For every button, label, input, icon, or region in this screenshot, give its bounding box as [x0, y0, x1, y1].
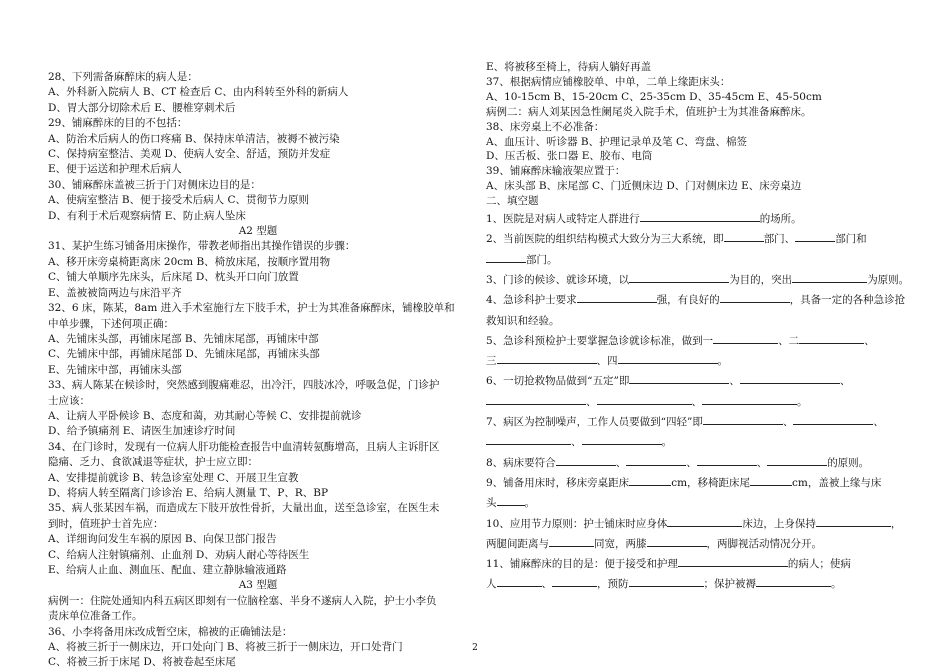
answer-blank[interactable]: [750, 474, 792, 486]
question-text: 、: [541, 578, 552, 591]
left-column: [48, 70, 468, 671]
text-line: 37、根据病情应铺橡胶单、中单，二单上缘距床头：: [486, 75, 731, 88]
text-line: D、将病人转至隔离门诊诊治 E、给病人测量 T、P、R、BP: [48, 486, 329, 499]
answer-blank[interactable]: [486, 251, 526, 263]
question-text: ，: [890, 517, 902, 530]
fill-blank-line: [486, 290, 906, 310]
text-line: E、便于运送和护理术后病人: [48, 163, 182, 176]
fill-blank-line: [486, 493, 906, 513]
question-text: 、: [691, 395, 702, 408]
question-text: 7、病区为控制噪声，工作人员要做到“四轻”即: [486, 416, 703, 429]
question-text: 、: [756, 456, 768, 469]
answer-blank[interactable]: [597, 393, 692, 405]
question-text: 。: [524, 497, 535, 510]
text-line: D、给予镇痛剂 E、请医生加速诊疗时间: [48, 425, 236, 438]
fill-blank-line: [486, 311, 906, 331]
answer-blank[interactable]: [552, 575, 597, 587]
answer-blank[interactable]: [793, 413, 873, 425]
question-text: 为原则。: [867, 273, 910, 286]
answer-blank[interactable]: [629, 474, 671, 486]
text-line: E、盖被被筒两边与床沿平齐: [48, 286, 182, 299]
question-text: 5、急诊科预检护士要掌握急诊就诊标准，做到一: [486, 334, 714, 347]
answer-blank[interactable]: [618, 352, 718, 364]
fill-blank-line: [486, 432, 906, 452]
question-text: 三: [486, 355, 497, 368]
fill-blank-line: [486, 371, 906, 391]
fill-blank-line: [486, 453, 906, 473]
text-line: 28、下列需备麻醉床的病人是：: [48, 71, 198, 83]
text-line: A、先铺床头部，再铺床尾部 B、先铺床尾部，再铺床中部: [48, 332, 319, 345]
answer-blank[interactable]: [629, 372, 729, 384]
answer-blank[interactable]: [703, 413, 783, 425]
question-text: ，具备一定的各种急诊抢: [789, 294, 906, 307]
fill-blank-line: [486, 574, 906, 594]
fill-blank-line: [486, 229, 906, 249]
text-line: A、安排提前就诊 B、转急诊室处理 C、开展卫生宣教: [48, 471, 299, 484]
question-text: 、: [586, 395, 597, 408]
fill-blank-line: [486, 331, 906, 351]
answer-blank[interactable]: [486, 393, 586, 405]
text-line: A、10-15cm B、15-20cm C、25-35cm D、35-45cm E、45-50cm: [486, 90, 822, 103]
text-line: 病例一：住院处通知内科五病区即刻有一位脑栓塞、半身不遂病人入院，护士小李负: [48, 594, 437, 607]
text-line: A、详细询问发生车祸的原因 B、向保卫部门报告: [48, 533, 277, 546]
answer-blank[interactable]: [678, 555, 788, 567]
question-text: 。: [717, 355, 728, 368]
question-text: ，两脚视活动情况分开。: [706, 537, 822, 550]
question-text: cm，移椅距床尾: [671, 476, 751, 489]
question-text: 。: [797, 395, 808, 408]
text-line: C、将被三折于床尾 D、将被卷起至床尾: [48, 656, 236, 669]
answer-blank[interactable]: [497, 575, 542, 587]
text-line: A、让病人平卧候诊 B、态度和蔼，劝其耐心等候 C、安排提前就诊: [48, 409, 362, 422]
question-text: 部门和: [835, 233, 867, 246]
right-column: [486, 60, 910, 595]
answer-blank[interactable]: [549, 535, 594, 547]
question-text: 、: [729, 375, 740, 388]
question-text: 、: [686, 456, 697, 469]
question-text: 2、当前医院的组织结构模式大致分为三大系统，即: [486, 233, 724, 246]
answer-blank[interactable]: [702, 393, 797, 405]
fill-blank-line: [486, 392, 906, 412]
fill-blank-line: [486, 351, 906, 371]
text-line: 31、某护生练习铺备用床操作，带教老师指出其操作错误的步骤：: [48, 240, 356, 253]
text-line: C、保持病室整洁、美观 D、使病人安全、舒适，预防并发症: [48, 148, 331, 161]
question-text: 部门。: [526, 253, 558, 266]
text-line: 30、铺麻醉床盖被三折于门对侧床边目的是：: [48, 178, 261, 191]
question-text: 强，有良好的: [656, 294, 720, 307]
answer-blank[interactable]: [720, 291, 790, 303]
question-text: 的原则。: [827, 456, 870, 469]
question-text: 、二: [778, 334, 800, 347]
answer-blank[interactable]: [497, 352, 597, 364]
question-text: 。: [831, 578, 842, 591]
fill-blank-line: [486, 554, 906, 574]
answer-blank[interactable]: [697, 454, 757, 466]
question-text: 人: [486, 578, 497, 591]
text-line: 二、填空题: [486, 195, 539, 208]
text-line: D、胃大部分切除术后 E、腰椎穿刺术后: [48, 101, 236, 114]
text-line: 32、6 床，陈某，8am 进入手术室施行左下肢手术，护士为其准备麻醉床，铺橡胶单和: [48, 302, 455, 315]
text-line: A2 型题: [238, 225, 278, 238]
question-text: 、: [864, 334, 875, 347]
fill-blank-line: [486, 270, 910, 290]
text-line: A、防治术后病人的伤口疼痛 B、保持床单清洁，被褥不被污染: [48, 132, 340, 145]
text-line: A3 型题: [238, 579, 278, 592]
question-text: ，预防: [597, 578, 629, 591]
answer-blank[interactable]: [647, 535, 707, 547]
question-text: 、: [571, 436, 582, 449]
question-text: ；保护被褥: [703, 578, 756, 591]
text-line: A、血压计、听诊器 B、护理记录单及笔 C、弯盘、棉签: [486, 135, 748, 148]
text-line: 29、铺麻醉床的目的不包括：: [48, 117, 188, 130]
text-line: D、压舌板、张口器 E、胶布、电筒: [486, 150, 653, 163]
answer-blank[interactable]: [740, 372, 840, 384]
question-text: 1、医院是对病人或特定人群进行: [486, 213, 640, 226]
question-text: 4、急诊科护士要求: [486, 294, 577, 307]
question-text: 、: [782, 416, 794, 429]
text-line: A、将被三折于一侧床边，开口处向门 B、将被三折于一侧床边，开口处背门: [48, 641, 403, 654]
text-line: D、有利于术后观察病情 E、防止病人坠床: [48, 209, 246, 222]
text-line: 34、在门诊时，发现有一位病人肝功能检查报告中血清转氨酶增高，且病人主诉肝区: [48, 440, 440, 453]
text-line: 38、床旁桌上不必准备：: [486, 120, 605, 133]
answer-blank[interactable]: [486, 433, 571, 445]
answer-blank[interactable]: [767, 454, 827, 466]
question-text: 两腿间距离与: [486, 537, 549, 550]
answer-blank[interactable]: [756, 575, 831, 587]
text-line: 33、病人陈某在候诊时，突然感到腹痛难忍，出冷汗，四肢冰冷，呼吸急促，门诊护: [48, 379, 440, 392]
fill-blank-line: [486, 514, 906, 534]
text-line: 中单步骤，下述何项正确：: [48, 317, 174, 330]
question-text: cm，盖被上缘与床: [792, 476, 882, 489]
text-line: E、给病人止血、测血压、配血、建立静脉输液通路: [48, 564, 287, 576]
answer-blank[interactable]: [629, 271, 729, 283]
text-line: E、将被移至椅上，待病人躺好再盖: [486, 61, 652, 73]
answer-blank[interactable]: [497, 494, 525, 506]
text-line: 36、小李将备用床改成暂空床，棉被的正确铺法是：: [48, 625, 293, 638]
text-line: 39、铺麻醉床输液架应置于：: [486, 165, 626, 178]
answer-blank[interactable]: [724, 230, 764, 242]
fill-blank-line: [486, 473, 906, 493]
answer-blank[interactable]: [667, 515, 742, 527]
page-number: 2: [472, 643, 478, 653]
answer-blank[interactable]: [713, 332, 778, 344]
question-text: 、四: [596, 355, 618, 368]
text-line: 士应该：: [48, 394, 90, 407]
question-text: 。: [661, 436, 672, 449]
text-line: A、外科新入院病人 B、CT 检查后 C、由内科转至外科的新病人: [48, 86, 349, 99]
text-line: 35、病人张某因车祸，而造成左下肢开放性骨折，大量出血，送至急诊室，在医生未: [48, 502, 440, 515]
question-text: 的病人；使病: [787, 558, 851, 571]
fill-blank-line: [486, 412, 906, 432]
question-text: 、: [839, 375, 851, 388]
answer-blank[interactable]: [792, 271, 867, 283]
question-text: 3、门诊的候诊、就诊环境，以: [486, 273, 630, 286]
question-text: 、: [873, 416, 884, 429]
question-text: 11、铺麻醉床的目的是：便于接受和护理: [486, 558, 678, 571]
text-line: A、移开床旁桌椅距离床 20cm B、椅放床尾，按顺序置用物: [48, 255, 331, 268]
answer-blank[interactable]: [795, 230, 835, 242]
text-line: 到时，值班护士首先应：: [48, 517, 164, 530]
question-text: 同宽，两膝: [594, 537, 647, 550]
answer-blank[interactable]: [799, 332, 864, 344]
question-text: 床边，上身保持: [742, 517, 816, 530]
question-text: 6、一切抢救物品做到“五定”即: [486, 375, 630, 388]
text-line: 隐痛、乏力、食欲减退等症状，护士应立即：: [48, 456, 258, 469]
answer-blank[interactable]: [556, 454, 616, 466]
question-text: 8、病床要符合: [486, 456, 556, 469]
question-text: 10、应用节力原则：护士铺床时应身体: [486, 517, 668, 530]
text-line: A、床头部 B、床尾部 C、门近侧床边 D、门对侧床边 E、床旁桌边: [486, 180, 802, 193]
answer-blank[interactable]: [629, 575, 704, 587]
text-line: A、使病室整洁 B、便于接受术后病人 C、贯彻节力原则: [48, 194, 310, 207]
answer-blank[interactable]: [816, 515, 891, 527]
question-text: 头: [486, 497, 497, 510]
answer-blank[interactable]: [577, 291, 657, 303]
question-text: 、: [615, 456, 627, 469]
fill-blank-line: [486, 209, 906, 229]
text-line: C、给病人注射镇痛剂、止血剂 D、劝病人耐心等待医生: [48, 548, 310, 561]
text-line: 责床单位准备工作。: [48, 610, 143, 623]
question-text: 的场所。: [759, 213, 802, 226]
question-text: 部门、: [763, 233, 796, 246]
fill-blank-line: [486, 250, 906, 270]
fill-blank-line: [486, 534, 906, 554]
answer-blank[interactable]: [626, 454, 686, 466]
text-line: E、先铺床中部，再铺床头部: [48, 363, 182, 376]
answer-blank[interactable]: [640, 210, 760, 222]
question-text: 为目的，突出: [729, 273, 793, 286]
text-line: 病例二：病人刘某因急性阑尾炎入院手术，值班护士为其准备麻醉床。: [486, 105, 812, 118]
answer-blank[interactable]: [582, 433, 662, 445]
question-text: 救知识和经验。: [486, 314, 560, 327]
text-line: C、铺大单顺序先床头，后床尾 D、枕头开口向门放置: [48, 271, 299, 284]
question-text: 9、铺备用床时，移床旁桌距床: [486, 476, 630, 489]
text-line: C、先铺床中部，再铺床尾部 D、先铺床尾部，再铺床头部: [48, 348, 320, 361]
